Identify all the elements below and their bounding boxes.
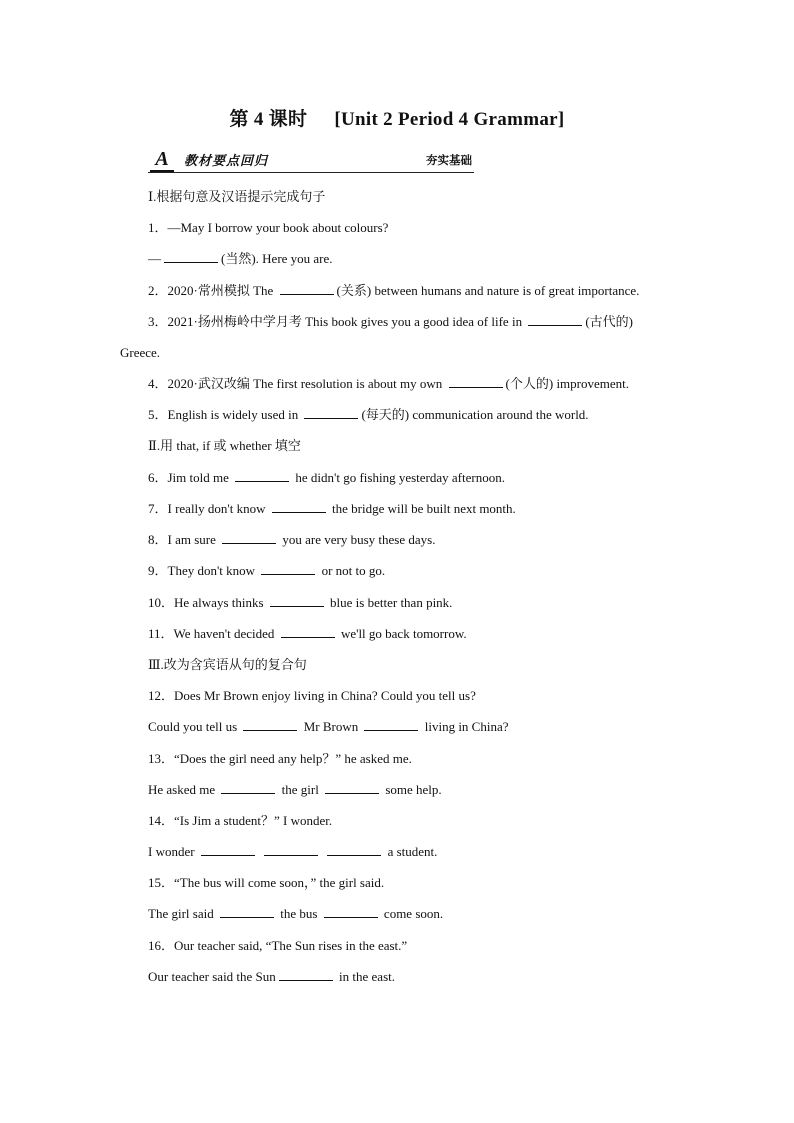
exercise-line xyxy=(148,250,333,268)
line-text: living in China? xyxy=(421,719,509,734)
line-text xyxy=(258,844,261,859)
exercise-line xyxy=(148,437,301,455)
line-text: — xyxy=(148,251,161,266)
answer-blank[interactable] xyxy=(325,781,379,794)
answer-blank[interactable] xyxy=(270,594,324,607)
exercise-line xyxy=(148,188,325,206)
exercise-line xyxy=(148,905,443,923)
line-text: in the east. xyxy=(335,969,396,984)
section-tag: 夯实基础 xyxy=(426,153,472,167)
exercise-line xyxy=(148,469,505,487)
answer-blank[interactable] xyxy=(327,843,381,856)
line-text: Ⅰ.根据句意及汉语提示完成句子 xyxy=(148,189,326,204)
exercise-line xyxy=(148,375,629,393)
line-text: 14．“Is Jim a student？” I wonder. xyxy=(148,813,333,828)
line-text: or not to go. xyxy=(318,563,386,578)
line-text: 7．I really don't know xyxy=(148,501,269,516)
section-banner xyxy=(148,146,474,173)
exercise-line xyxy=(148,313,633,331)
title-unit: [Unit 2 Period 4 Grammar] xyxy=(334,109,565,130)
answer-blank[interactable] xyxy=(280,282,334,295)
line-text: 2．2020·常州模拟 The xyxy=(148,283,277,298)
answer-blank[interactable] xyxy=(279,968,333,981)
line-text: 9．They don't know xyxy=(148,563,259,578)
line-text: The girl said xyxy=(148,906,217,921)
line-text: (当然). Here you are. xyxy=(221,251,333,266)
line-text: 16．Our teacher said, “The Sun rises in the east.” xyxy=(148,938,408,953)
answer-blank[interactable] xyxy=(281,625,335,638)
line-text: Could you tell us xyxy=(148,719,241,734)
line-text: 12．Does Mr Brown enjoy living in China? Could you tell us? xyxy=(148,688,476,703)
line-text: He asked me xyxy=(148,782,219,797)
exercise-line xyxy=(148,812,332,830)
line-text: Ⅱ.用 that, if 或 whether 填空 xyxy=(148,438,301,453)
line-text: (每天的) communication around the world. xyxy=(361,407,589,422)
exercise-line xyxy=(148,625,467,643)
title-lesson: 第 4 课时 xyxy=(229,109,308,130)
answer-blank[interactable] xyxy=(222,531,276,544)
exercise-line xyxy=(148,843,437,861)
exercise-line xyxy=(148,562,385,580)
line-text: Our teacher said the Sun xyxy=(148,969,276,984)
line-text: 4．2020·武汉改编 The first resolution is about my own xyxy=(148,376,446,391)
line-text: 3．2021·扬州梅岭中学月考 This book gives you a good idea of life in xyxy=(148,314,526,329)
answer-blank[interactable] xyxy=(243,718,297,731)
exercise-line xyxy=(148,937,407,955)
line-text: Greece. xyxy=(120,345,161,360)
exercise-line xyxy=(120,344,160,362)
answer-blank[interactable] xyxy=(164,250,218,263)
line-text: 11．We haven't decided xyxy=(148,626,278,641)
line-text: 6．Jim told me xyxy=(148,470,233,485)
answer-blank[interactable] xyxy=(364,718,418,731)
answer-blank[interactable] xyxy=(324,905,378,918)
line-text: Mr Brown xyxy=(300,719,362,734)
line-text: the bridge will be built next month. xyxy=(328,501,516,516)
line-text: we'll go back tomorrow. xyxy=(337,626,467,641)
exercise-line xyxy=(148,531,435,549)
line-text: 15．“The bus will come soon，” the girl said. xyxy=(148,875,385,890)
exercise-line xyxy=(148,781,442,799)
line-text: a student. xyxy=(384,844,438,859)
answer-blank[interactable] xyxy=(220,905,274,918)
answer-blank[interactable] xyxy=(261,562,315,575)
line-text: blue is better than pink. xyxy=(326,595,453,610)
exercise-line xyxy=(148,687,476,705)
answer-blank[interactable] xyxy=(304,406,358,419)
line-text: Ⅲ.改为含宾语从句的复合句 xyxy=(148,657,307,672)
line-text: the girl xyxy=(278,782,323,797)
exercise-line xyxy=(148,500,516,518)
line-text: 10．He always thinks xyxy=(148,595,267,610)
page-title xyxy=(0,104,794,131)
line-text: some help. xyxy=(382,782,442,797)
line-text: (个人的) improvement. xyxy=(505,376,630,391)
answer-blank[interactable] xyxy=(221,781,275,794)
line-text: 1．—May I borrow your book about colours? xyxy=(148,220,389,235)
section-badge: A xyxy=(150,148,174,172)
answer-blank[interactable] xyxy=(264,843,318,856)
answer-blank[interactable] xyxy=(272,500,326,513)
exercise-line xyxy=(148,656,307,674)
line-text: you are very busy these days. xyxy=(279,532,436,547)
answer-blank[interactable] xyxy=(201,843,255,856)
line-text: (古代的) xyxy=(585,314,633,329)
exercise-line xyxy=(148,282,639,300)
line-text: 5．English is widely used in xyxy=(148,407,302,422)
answer-blank[interactable] xyxy=(528,313,582,326)
section-label: 教材要点回归 xyxy=(184,154,269,169)
line-text: the bus xyxy=(276,906,321,921)
exercise-line xyxy=(148,219,388,237)
line-text: he didn't go fishing yesterday afternoon. xyxy=(292,470,505,485)
line-text: 13．“Does the girl need any help？” he asked me. xyxy=(148,751,412,766)
line-text: (关系) between humans and nature is of great importance. xyxy=(336,283,640,298)
exercise-line xyxy=(148,750,412,768)
exercise-line xyxy=(148,594,452,612)
line-text: come soon. xyxy=(380,906,444,921)
exercise-line xyxy=(148,406,589,424)
line-text xyxy=(321,844,324,859)
line-text: I wonder xyxy=(148,844,198,859)
exercise-line xyxy=(148,968,395,986)
answer-blank[interactable] xyxy=(235,469,289,482)
exercise-line xyxy=(148,874,384,892)
exercise-line xyxy=(148,718,509,736)
answer-blank[interactable] xyxy=(449,375,503,388)
line-text: 8．I am sure xyxy=(148,532,220,547)
